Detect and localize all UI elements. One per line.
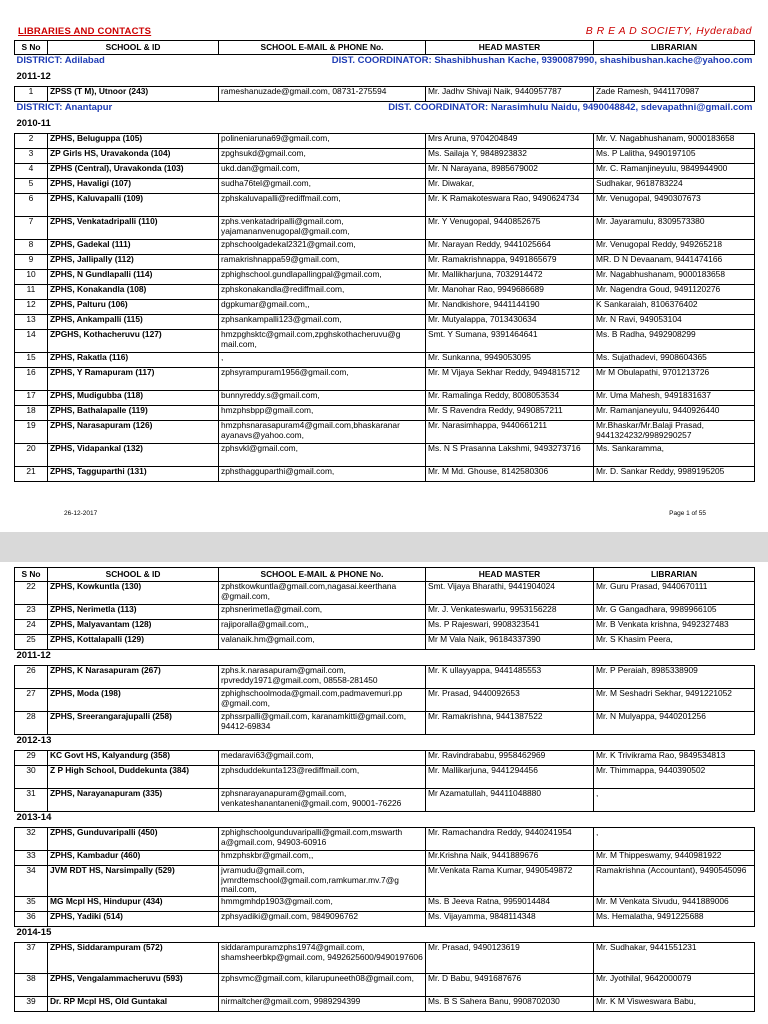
year-label: 2011-12 xyxy=(15,650,755,666)
serial-number: 10 xyxy=(15,270,48,285)
table-row xyxy=(15,149,755,164)
librarian: , xyxy=(594,789,755,812)
table-row xyxy=(15,217,755,240)
school-name: MG Mcpl HS, Hindupur (434) xyxy=(48,897,219,912)
school-email-phone: zphsnerimetla@gmail.com, xyxy=(219,605,426,620)
table-row xyxy=(15,87,755,102)
table-row xyxy=(15,751,755,766)
school-email-phone: sudha76tel@gmail.com, xyxy=(219,179,426,194)
librarian: Mr. B Venkata krishna, 9492327483 xyxy=(594,620,755,635)
head-master: Mr. Ramakrishna, 9441387522 xyxy=(426,712,594,735)
librarian: Mr. G Gangadhara, 9989966105 xyxy=(594,605,755,620)
school-email-phone: ukd.dan@gmail.com, xyxy=(219,164,426,179)
district-name: DISTRICT: Anantapur xyxy=(16,102,113,113)
head-master: Mr. Sunkanna, 9949053095 xyxy=(426,353,594,368)
table-row xyxy=(15,974,755,997)
serial-number: 5 xyxy=(15,179,48,194)
footer-date: 26-12-2017 xyxy=(64,510,98,517)
school-name: ZPHS, Bathalapalle (119) xyxy=(48,406,219,421)
col-header-sno: S No xyxy=(15,568,48,582)
head-master: Ms. B Jeeva Ratna, 9959014484 xyxy=(426,897,594,912)
serial-number: 9 xyxy=(15,255,48,270)
head-master: Mr. Ramalinga Reddy, 8008053534 xyxy=(426,391,594,406)
school-name: ZPHS (Central), Uravakonda (103) xyxy=(48,164,219,179)
librarian: Mr. D. Sankar Reddy, 9989195205 xyxy=(594,467,755,482)
serial-number: 22 xyxy=(15,582,48,605)
year-label: 2011-12 xyxy=(15,71,755,87)
librarian: Mr. P Peraiah, 8985338909 xyxy=(594,666,755,689)
serial-number: 17 xyxy=(15,391,48,406)
head-master: Mr. J. Venkateswarlu, 9953156228 xyxy=(426,605,594,620)
table-row xyxy=(15,943,755,974)
school-name: ZPHS, Palturu (106) xyxy=(48,300,219,315)
serial-number: 27 xyxy=(15,689,48,712)
serial-number: 6 xyxy=(15,194,48,217)
table-row xyxy=(15,866,755,897)
head-master: Mr. Mallikharjuna, 7032914472 xyxy=(426,270,594,285)
table-row xyxy=(15,421,755,444)
serial-number: 37 xyxy=(15,943,48,974)
school-name: ZPHS, Gunduvaripalli (450) xyxy=(48,828,219,851)
school-email-phone: rameshanuzade@gmail.com, 08731-275594 xyxy=(219,87,426,102)
table-row xyxy=(15,912,755,927)
table-row xyxy=(15,444,755,467)
school-name: ZPHS, Venkatadripalli (110) xyxy=(48,217,219,240)
serial-number: 18 xyxy=(15,406,48,421)
col-header-school: SCHOOL & ID xyxy=(48,41,219,55)
document-title: LIBRARIES AND CONTACTS xyxy=(18,26,152,37)
head-master: Mr. Narayan Reddy, 9441025664 xyxy=(426,240,594,255)
serial-number: 23 xyxy=(15,605,48,620)
table-row xyxy=(15,353,755,368)
table-row xyxy=(15,582,755,605)
school-name: ZPHS, Y Ramapuram (117) xyxy=(48,368,219,391)
school-email-phone: rajiporalla@gmail.com,, xyxy=(219,620,426,635)
head-master: Ms. P Rajeswari, 9908323541 xyxy=(426,620,594,635)
librarian: Mr.Bhaskar/Mr.Balaji Prasad, 9441324232/9989290257 xyxy=(594,421,755,444)
librarian: , xyxy=(594,828,755,851)
serial-number: 20 xyxy=(15,444,48,467)
librarian: K Sankaraiah, 8106376402 xyxy=(594,300,755,315)
school-name: ZPHS, Kaluvapalli (109) xyxy=(48,194,219,217)
head-master: Mr. N Narayana, 8985679002 xyxy=(426,164,594,179)
table-row xyxy=(15,179,755,194)
table-row xyxy=(15,620,755,635)
librarian: Mr. Ramanjaneyulu, 9440926440 xyxy=(594,406,755,421)
librarian: Ramakrishna (Accountant), 9490545096 xyxy=(594,866,755,897)
table-header-row xyxy=(15,568,755,582)
serial-number: 15 xyxy=(15,353,48,368)
year-group-row xyxy=(15,735,755,751)
school-email-phone: hmzpghsktc@gmail.com,zpghskothacheruvu@g mail.com, xyxy=(219,330,426,353)
school-name: ZPHS, Nerimetla (113) xyxy=(48,605,219,620)
serial-number: 13 xyxy=(15,315,48,330)
librarian: Mr. Thimmappa, 9440390502 xyxy=(594,766,755,789)
table-row xyxy=(15,712,755,735)
serial-number: 7 xyxy=(15,217,48,240)
serial-number: 31 xyxy=(15,789,48,812)
serial-number: 36 xyxy=(15,912,48,927)
school-email-phone: hmzphsbpp@gmail.com, xyxy=(219,406,426,421)
col-header-headmaster: HEAD MASTER xyxy=(426,568,594,582)
head-master: Mr. Mallikarjuna, 9441294456 xyxy=(426,766,594,789)
serial-number: 39 xyxy=(15,997,48,1012)
head-master: Mr. Diwakar, xyxy=(426,179,594,194)
table-header-row xyxy=(15,41,755,55)
school-email-phone: zphschoolgadekal2321@gmail.com, xyxy=(219,240,426,255)
head-master: Ms. N S Prasanna Lakshmi, 9493273716 xyxy=(426,444,594,467)
year-group-row xyxy=(15,650,755,666)
head-master: Mr. Ramachandra Reddy, 9440241954 xyxy=(426,828,594,851)
head-master: Mr. Ravindrababu, 9958462969 xyxy=(426,751,594,766)
head-master: Ms. Sailaja Y, 9848923832 xyxy=(426,149,594,164)
school-name: ZPHS, Vengalammacheruvu (593) xyxy=(48,974,219,997)
head-master: Mr.Krishna Naik, 9441889676 xyxy=(426,851,594,866)
head-master: Smt. Y Sumana, 9391464641 xyxy=(426,330,594,353)
school-name: ZPHS, Narayanapuram (335) xyxy=(48,789,219,812)
head-master: Ms. B S Sahera Banu, 9908702030 xyxy=(426,997,594,1012)
serial-number: 28 xyxy=(15,712,48,735)
librarian: Mr. Venugopal, 9490307673 xyxy=(594,194,755,217)
librarian: Mr. Uma Mahesh, 9491831637 xyxy=(594,391,755,406)
school-name: ZPHS, Moda (198) xyxy=(48,689,219,712)
head-master: Mr. D Babu, 9491687676 xyxy=(426,974,594,997)
head-master: Mr. Prasad, 9490123619 xyxy=(426,943,594,974)
school-email-phone: zphighschoolmoda@gmail.com,padmavemuri.pp @gmail.com, xyxy=(219,689,426,712)
school-name: ZPHS, Rakatla (116) xyxy=(48,353,219,368)
col-header-headmaster: HEAD MASTER xyxy=(426,41,594,55)
school-email-phone: medaravi63@gmail.com, xyxy=(219,751,426,766)
serial-number: 24 xyxy=(15,620,48,635)
district-coordinator: DIST. COORDINATOR: Shashibhushan Kache, 9390087990, shashibushan.kache@yahoo.com xyxy=(331,55,753,66)
school-name: JVM RDT HS, Narsimpally (529) xyxy=(48,866,219,897)
school-name: Dr. RP Mcpl HS, Old Guntakal xyxy=(48,997,219,1012)
table-row xyxy=(15,605,755,620)
table-row xyxy=(15,134,755,149)
school-email-phone: zphsyrampuram1956@gmail.com, xyxy=(219,368,426,391)
school-name: ZPHS, Kowkuntla (130) xyxy=(48,582,219,605)
serial-number: 1 xyxy=(15,87,48,102)
serial-number: 30 xyxy=(15,766,48,789)
school-name: ZPHS, Yadiki (514) xyxy=(48,912,219,927)
school-name: ZPHS, Narasapuram (126) xyxy=(48,421,219,444)
school-email-phone: zphsvkl@gmail.com, xyxy=(219,444,426,467)
head-master: Mr. Mutyalappa, 7013430634 xyxy=(426,315,594,330)
librarian: Mr. S Khasim Peera, xyxy=(594,635,755,650)
head-master: Mr. Ramakrishnappa, 9491865679 xyxy=(426,255,594,270)
school-email-phone: zphs.venkatadripalli@gmail.com, yajamananvenugopal@gmail.com, xyxy=(219,217,426,240)
school-email-phone: zphsnarayanapuram@gmail.com, venkateshanantaneni@gmail.com, 90001-76226 xyxy=(219,789,426,812)
col-header-librarian: LIBRARIAN xyxy=(594,41,755,55)
librarian: Mr. N Ravi, 949053104 xyxy=(594,315,755,330)
librarian: Mr. Jyothilal, 9642000079 xyxy=(594,974,755,997)
head-master: Smt. Vijaya Bharathi, 9441904024 xyxy=(426,582,594,605)
head-master: Mr M Vala Naik, 96184337390 xyxy=(426,635,594,650)
table-row xyxy=(15,240,755,255)
contacts-table-page-2 xyxy=(14,567,755,1012)
col-header-email: SCHOOL E-MAIL & PHONE No. xyxy=(219,41,426,55)
librarian: Mr. Nagabhushanam, 9000183658 xyxy=(594,270,755,285)
serial-number: 29 xyxy=(15,751,48,766)
serial-number: 11 xyxy=(15,285,48,300)
school-name: ZPHS, Havaligi (107) xyxy=(48,179,219,194)
serial-number: 35 xyxy=(15,897,48,912)
district-row xyxy=(15,55,755,72)
librarian: Mr. M Venkata Sivudu, 9441889006 xyxy=(594,897,755,912)
serial-number: 16 xyxy=(15,368,48,391)
table-row xyxy=(15,194,755,217)
page-header xyxy=(14,26,754,41)
serial-number: 12 xyxy=(15,300,48,315)
librarian: Mr. M Seshadri Sekhar, 9491221052 xyxy=(594,689,755,712)
table-row xyxy=(15,391,755,406)
librarian: MR. D N Devaanam, 9441474166 xyxy=(594,255,755,270)
year-label: 2010-11 xyxy=(15,118,755,134)
head-master: Ms. Vijayamma, 9848114348 xyxy=(426,912,594,927)
school-email-phone: zphstkowkuntla@gmail.com,nagasai.keerthana @gmail.com, xyxy=(219,582,426,605)
school-email-phone: zphsankampalli123@gmail.com, xyxy=(219,315,426,330)
page-separator xyxy=(0,532,768,562)
serial-number: 19 xyxy=(15,421,48,444)
year-label: 2012-13 xyxy=(15,735,755,751)
serial-number: 32 xyxy=(15,828,48,851)
librarian: Ms. Hemalatha, 9491225688 xyxy=(594,912,755,927)
table-row xyxy=(15,368,755,391)
school-email-phone: zphskonakandla@rediffmail.com, xyxy=(219,285,426,300)
head-master: Mr. Y Venugopal, 9440852675 xyxy=(426,217,594,240)
school-name: ZP Girls HS, Uravakonda (104) xyxy=(48,149,219,164)
serial-number: 25 xyxy=(15,635,48,650)
school-email-phone: bunnyreddy.s@gmail.com, xyxy=(219,391,426,406)
serial-number: 34 xyxy=(15,866,48,897)
school-email-phone: hmzphskbr@gmail.com,, xyxy=(219,851,426,866)
serial-number: 21 xyxy=(15,467,48,482)
school-email-phone: jvramudu@gmail.com, jvmrdtemschool@gmail.com,ramkumar.mv.7@g mail.com, xyxy=(219,866,426,897)
school-name: ZPHS, N Gundlapalli (114) xyxy=(48,270,219,285)
school-email-phone: zphsduddekunta123@rediffmail.com, xyxy=(219,766,426,789)
head-master: Mr. S Ravendra Reddy, 9490857211 xyxy=(426,406,594,421)
table-row xyxy=(15,467,755,482)
table-row xyxy=(15,828,755,851)
district-name: DISTRICT: Adilabad xyxy=(16,55,105,66)
table-row xyxy=(15,270,755,285)
year-group-row xyxy=(15,927,755,943)
head-master: Mr. K ullayyappa, 9441485553 xyxy=(426,666,594,689)
school-name: ZPHS, Malyavantam (128) xyxy=(48,620,219,635)
head-master: Mr. Nandkishore, 9441144190 xyxy=(426,300,594,315)
school-email-phone: , xyxy=(219,353,426,368)
school-name: ZPHS, Ankampalli (115) xyxy=(48,315,219,330)
librarian: Mr. N Mulyappa, 9440201256 xyxy=(594,712,755,735)
head-master: Mr. K Ramakoteswara Rao, 9490624734 xyxy=(426,194,594,217)
col-header-librarian: LIBRARIAN xyxy=(594,568,755,582)
school-email-phone: zphighschoolgunduvaripalli@gmail.com,mswarth a@gmail.com, 94903-60916 xyxy=(219,828,426,851)
serial-number: 4 xyxy=(15,164,48,179)
head-master: Mrs Aruna, 9704204849 xyxy=(426,134,594,149)
school-email-phone: zphskaluvapalli@rediffmail.com, xyxy=(219,194,426,217)
school-email-phone: zpghsukd@gmail.com, xyxy=(219,149,426,164)
year-group-row xyxy=(15,118,755,134)
footer-page-number: Page 1 of 55 xyxy=(669,510,706,517)
librarian: Mr. Guru Prasad, 9440670111 xyxy=(594,582,755,605)
librarian: Mr. K Trivikrama Rao, 9849534813 xyxy=(594,751,755,766)
school-name: ZPHS, Jallipally (112) xyxy=(48,255,219,270)
serial-number: 2 xyxy=(15,134,48,149)
serial-number: 8 xyxy=(15,240,48,255)
head-master: Mr Azamatullah, 94411048880 xyxy=(426,789,594,812)
head-master: Mr. Manohar Rao, 9949686689 xyxy=(426,285,594,300)
school-name: ZPHS, Gadekal (111) xyxy=(48,240,219,255)
serial-number: 3 xyxy=(15,149,48,164)
school-email-phone: hmzphsnarasapuram4@gmail.com,bhaskaranar ayanavs@yahoo.com, xyxy=(219,421,426,444)
year-group-row xyxy=(15,71,755,87)
librarian: Mr. C. Ramanjineyulu, 9849944900 xyxy=(594,164,755,179)
school-email-phone: valanaik.hm@gmail.com, xyxy=(219,635,426,650)
school-name: ZPHS, Beluguppa (105) xyxy=(48,134,219,149)
librarian: Mr. Nagendra Goud, 9491120276 xyxy=(594,285,755,300)
school-name: ZPSS (T M), Utnoor (243) xyxy=(48,87,219,102)
table-row xyxy=(15,897,755,912)
year-group-row xyxy=(15,812,755,828)
school-email-phone: zphsyadiki@gmail.com, 9849096762 xyxy=(219,912,426,927)
table-row xyxy=(15,164,755,179)
school-name: ZPHS, Siddarampuram (572) xyxy=(48,943,219,974)
school-name: ZPGHS, Kothacheruvu (127) xyxy=(48,330,219,353)
serial-number: 26 xyxy=(15,666,48,689)
school-email-phone: ramakrishnappa59@gmail.com, xyxy=(219,255,426,270)
librarian: Ms. P Lalitha, 9490197105 xyxy=(594,149,755,164)
head-master: Mr. Prasad, 9440092653 xyxy=(426,689,594,712)
organization-name: B R E A D SOCIETY, Hyderabad xyxy=(585,25,752,37)
district-row xyxy=(15,102,755,119)
librarian: Mr M Obulapathi, 9701213726 xyxy=(594,368,755,391)
district-cell xyxy=(15,102,755,119)
col-header-email: SCHOOL E-MAIL & PHONE No. xyxy=(219,568,426,582)
school-name: ZPHS, Vidapankal (132) xyxy=(48,444,219,467)
table-row xyxy=(15,300,755,315)
serial-number: 14 xyxy=(15,330,48,353)
school-name: ZPHS, Mudigubba (118) xyxy=(48,391,219,406)
school-email-phone: zphighschool.gundlapallingpal@gmail.com, xyxy=(219,270,426,285)
table-row xyxy=(15,635,755,650)
col-header-sno: S No xyxy=(15,41,48,55)
head-master: Mr.Venkata Rama Kumar, 9490549872 xyxy=(426,866,594,897)
school-email-phone: zphs.k.narasapuram@gmail.com, rpvreddy1971@gmail.com, 08558-281450 xyxy=(219,666,426,689)
table-row xyxy=(15,666,755,689)
school-email-phone: polineniaruna69@gmail.com, xyxy=(219,134,426,149)
year-label: 2013-14 xyxy=(15,812,755,828)
table-row xyxy=(15,997,755,1012)
school-name: ZPHS, Kambadur (460) xyxy=(48,851,219,866)
table-row xyxy=(15,406,755,421)
librarian: Mr. Venugopal Reddy, 949265218 xyxy=(594,240,755,255)
serial-number: 33 xyxy=(15,851,48,866)
school-email-phone: zphssrpalli@gmail.com, karanamkitti@gmail.com, 94412-69834 xyxy=(219,712,426,735)
head-master: Mr. M Md. Ghouse, 8142580306 xyxy=(426,467,594,482)
school-name: KC Govt HS, Kalyandurg (358) xyxy=(48,751,219,766)
librarian: Mr. V. Nagabhushanam, 9000183658 xyxy=(594,134,755,149)
school-email-phone: dgpkumar@gmail.com,, xyxy=(219,300,426,315)
school-email-phone: siddarampuramzphs1974@gmail.com, shamsheerbkp@gmail.com, 9492625600/9490197606 xyxy=(219,943,426,974)
librarian: Ms. Sujathadevi, 9908604365 xyxy=(594,353,755,368)
school-name: ZPHS, Sreerangarajupalli (258) xyxy=(48,712,219,735)
school-email-phone: zphsvmc@gmail.com, kilarupuneeth08@gmail.com, xyxy=(219,974,426,997)
contacts-table-page-1 xyxy=(14,40,755,482)
school-name: ZPHS, Kottalapalli (129) xyxy=(48,635,219,650)
district-coordinator: DIST. COORDINATOR: Narasimhulu Naidu, 9490048842, sdevapathni@gmail.com xyxy=(388,102,753,113)
librarian: Mr. Sudhakar, 9441551231 xyxy=(594,943,755,974)
school-name: ZPHS, Tagguparthi (131) xyxy=(48,467,219,482)
school-email-phone: zphsthagguparthi@gmail.com, xyxy=(219,467,426,482)
librarian: Sudhakar, 9618783224 xyxy=(594,179,755,194)
table-row xyxy=(15,766,755,789)
table-row xyxy=(15,330,755,353)
librarian: Mr. M Thippeswamy, 9440981922 xyxy=(594,851,755,866)
head-master: Mr. Narasimhappa, 9440661211 xyxy=(426,421,594,444)
school-name: ZPHS, K Narasapuram (267) xyxy=(48,666,219,689)
head-master: Mr. Jadhv Shivaji Naik, 9440957787 xyxy=(426,87,594,102)
table-row xyxy=(15,851,755,866)
head-master: Mr. M Vijaya Sekhar Reddy, 9494815712 xyxy=(426,368,594,391)
page-2 xyxy=(0,562,768,1024)
librarian: Ms. Sankaramma, xyxy=(594,444,755,467)
school-name: Z P High School, Duddekunta (384) xyxy=(48,766,219,789)
year-label: 2014-15 xyxy=(15,927,755,943)
district-cell xyxy=(15,55,755,72)
school-email-phone: nirmaltcher@gmail.com, 9989294399 xyxy=(219,997,426,1012)
table-row xyxy=(15,285,755,300)
librarian: Zade Ramesh, 9441170987 xyxy=(594,87,755,102)
librarian: Ms. B Radha, 9492908299 xyxy=(594,330,755,353)
librarian: Mr. Jayaramulu, 8309573380 xyxy=(594,217,755,240)
table-row xyxy=(15,689,755,712)
librarian: Mr. K M Visweswara Babu, xyxy=(594,997,755,1012)
table-row xyxy=(15,789,755,812)
col-header-school: SCHOOL & ID xyxy=(48,568,219,582)
school-email-phone: hmmgmhdp1903@gmail.com, xyxy=(219,897,426,912)
school-name: ZPHS, Konakandla (108) xyxy=(48,285,219,300)
serial-number: 38 xyxy=(15,974,48,997)
table-row xyxy=(15,315,755,330)
table-row xyxy=(15,255,755,270)
